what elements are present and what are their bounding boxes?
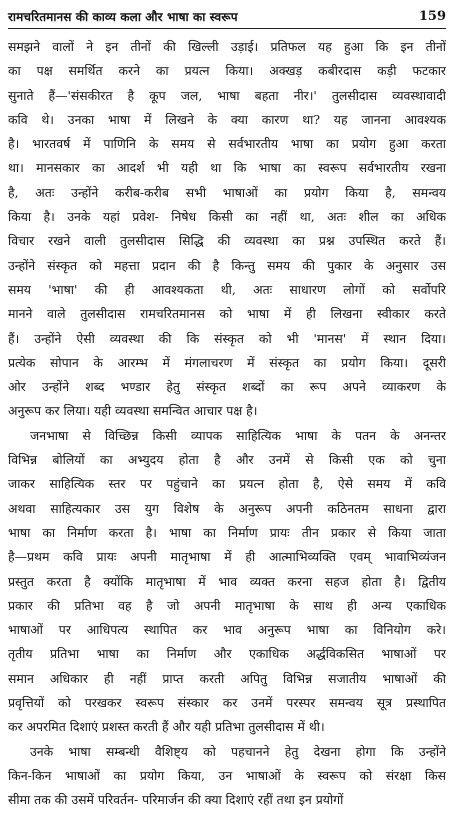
text-line: समझने वालों ने इन तीनों की खिल्ली उड़ाई। प्रतिफल यह हुआ कि इन तीनों (8, 39, 446, 54)
text-line: उनके भाषा सम्बन्धी वैशिष्ट्य को पहचानने हेतु देखना होगा कि उन्होंने (30, 743, 446, 759)
text-line: का पक्ष समर्थित करने का प्रयत्न किया। अक्खड़ कबीरदास कड़ी फटकार (8, 63, 446, 79)
paragraph-3 (8, 740, 446, 813)
text-line: समान अधिकार ही नहीं प्राप्त करती अपितु विभिन्न सजातीय भाषाओं की (8, 670, 446, 686)
text-line: समय 'भाषा' की ही आवश्यकता थी, अतः साधारण लोगों को सर्वोपरि (8, 281, 446, 297)
text-line: विभिन्न बोलियों का अभ्युदय होता है और उनमें से किसी एक को चुना (8, 452, 446, 468)
paragraph-1 (8, 35, 446, 424)
text-line: अथवा साहित्यकार उस युग विशेष के अनुरूप अपनी कठिनतम साधना द्वारा (8, 500, 446, 516)
text-line: ओर उन्होंने शब्द भण्डार हेतु संस्कृत शब्दों का रूप अपने व्याकरण के (8, 379, 446, 395)
text-line: प्रस्तुत करता है क्योंकि मातृभाषा में भाव व्यक्त करना सहज होता है। द्वितीय (8, 573, 446, 589)
text-line: किन-किन भाषाओं का प्रयोग किया, उन भाषाओं के स्वरूप को संरक्षा किस (8, 767, 446, 783)
text-line: भाषा का निर्माण करता है। भाषा का निर्माण प्रायः तीन प्रकार से किया जाता (8, 524, 446, 540)
text-line: प्रकार की प्रतिभा वह है जो अपनी मातृभाषा के साथ ही अन्य एकाधिक (8, 597, 446, 613)
text-line: किया है। उनके यहां प्रवेश- निषेध किसी का नहीं था, अतः शील का अधिक (8, 209, 446, 225)
text-line: जाकर साहित्यिक स्तर पर पहुंचाने का प्रयत्न होता है, ऐसे समय में कवि (8, 476, 446, 492)
text-line: कवि थे। उनका भाषा में लिखने के क्या कारण था? यह जानना आवश्यक (8, 111, 446, 127)
text-line: था। मानसकार का आदर्श भी यही था कि भाषा का स्वरूप सर्वभारतीय रखना (8, 160, 446, 176)
text-line: कर अपरमित दिशाएं प्रशस्त करती हैं और यही प्रतिभा तुलसीदास में थी। (8, 719, 325, 735)
text-line: है, अतः उन्होंने करीब-करीब सभी भाषाओं का प्रयोग किया है, समन्वय (8, 184, 446, 200)
text-line: है। भारतवर्ष में पाणिनि के समय से सर्वभारतीय भाषा का प्रयोग हुआ करता (8, 136, 446, 152)
text-line: प्रवृत्तियों को परखकर स्वरूप संस्कार कर उनमें परस्पर समन्वय सूत्र प्रस्थापित (8, 695, 446, 711)
paragraph-2 (8, 424, 446, 740)
text-line: सीमा तक की उसमें परिवर्तन- परिमार्जन की क्या दिशाएं रहीं तथा इन प्रयोगों (8, 792, 344, 808)
text-line: भाषाओं पर आधिपत्य स्थापित कर भाव अनुरूप भाषा का विनियोग करे। (8, 622, 446, 638)
chapter-title: रामचरितमानस की काव्य कला और भाषा का स्वरूप (8, 10, 238, 24)
text-line: हैं। उन्होंने ऐसी व्यवस्था की कि संस्कृत को भी 'मानस' में स्थान दिया। (8, 330, 446, 346)
text-line: मानने वाले तुलसीदास रामचरितमानस को भाषा में ही लिखना स्वीकार करते (8, 306, 446, 322)
running-header (8, 6, 446, 29)
text-line: सुनाते हैं—'संसकीरत है कूप जल, भाषा बहता नीर।' तुलसीदास व्यवस्थावादी (8, 87, 446, 103)
text-line: अनुरूप कर लिया। यही व्यवस्था समन्वित आचार पक्ष है। (8, 403, 258, 419)
text-line: उन्होंने संस्कृत को महत्ता प्रदान की है किन्तु समय की पुकार के अनुसार उस (8, 257, 446, 273)
text-line: जनभाषा से विच्छिन्न किसी व्यापक साहित्यिक भाषा के पतन के अनन्तर (30, 427, 446, 443)
text-line: है—प्रथम कवि प्रायः अपनी मातृभाषा में ही आत्माभिव्यक्ति एवम् भावाभिव्यंजन (8, 549, 446, 565)
text-line: तृतीय प्रतिभा भाषा का निर्माण और एकाधिक अर्द्धविकसित भाषाओं पर (8, 646, 446, 662)
text-line: विचार रखने वाली तुलसीदास सिद्धि की व्यवस्था का प्रश्न उपस्थित करते हैं। (8, 233, 446, 249)
text-line: प्रत्येक सोपान के आरम्भ में मंगलाचरण में संस्कृत का प्रयोग किया। दूसरी (8, 354, 446, 370)
body-text (8, 35, 446, 813)
page-number: 159 (418, 9, 446, 24)
